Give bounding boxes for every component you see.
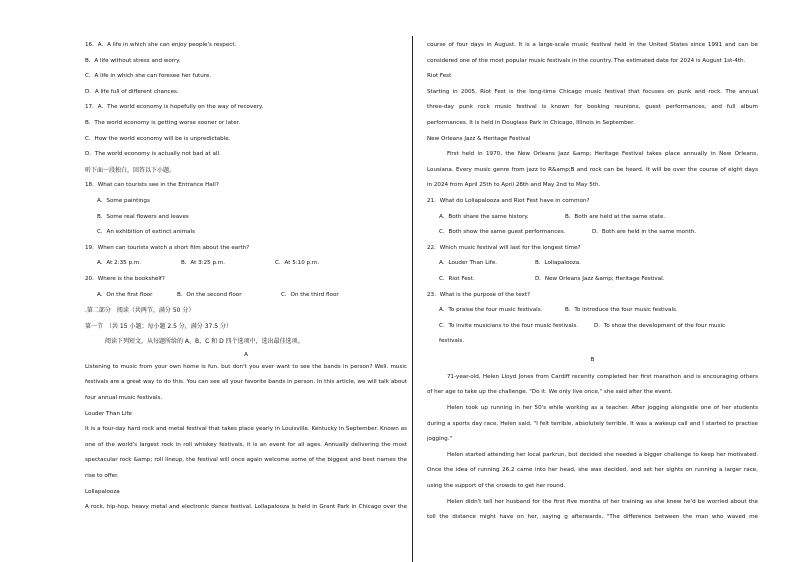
b-p4-line-1: Helen didn't tell her husband for the first five months of her training as she knew he'd be worried about the: [447, 498, 758, 505]
b-p2-line-3: jogging.": [427, 436, 453, 443]
part-two-heading: .第二部分 阅读（共两节，满分 50 分）: [85, 307, 195, 315]
q21-stem: 21．What do Lollapalooza and Riot Fest have in common?: [427, 197, 590, 204]
q22-option-b: B．Lollapalooza.: [535, 260, 581, 267]
left-column: [85, 38, 407, 516]
q19-option-c: C．At 5:10 p.m.: [275, 260, 320, 267]
b-p2-line-2: during a sports day race, Helen said, "I felt terrible, absolutely terrible. It was a wakeup call and I started to practise: [427, 420, 758, 427]
q22-option-d: D．New Orleans Jazz &amp; Heritage Festival.: [535, 275, 665, 282]
passage-b-label: B: [590, 356, 595, 363]
q20-option-b: B．On the second floor: [177, 291, 242, 298]
q17-option-c: C．How the world economy will be is unpredictable.: [85, 135, 231, 142]
jazz-festival-title: New Orleans Jazz & Heritage Festival: [427, 135, 531, 142]
reading-instruction: 阅读下列短文，从每题所给的 A、B、C 和 D 四个选项中，选出最佳选项。: [105, 338, 304, 346]
q21-option-c: C．Both show the same guest performances.: [439, 229, 566, 236]
q16-stem: 16．A．A life in which she can enjoy people's respect.: [85, 42, 237, 48]
b-p1-line-2: of her age to take up the challenge. "Do it. We only live once," she said after the event.: [427, 389, 673, 396]
lollapalooza-title: Lollapalooza: [85, 488, 120, 495]
q20-option-a: A．On the first floor: [97, 291, 153, 298]
section-one-heading: 第一节 （共 15 小题；每小题 2.5 分，满分 37.5 分）: [85, 322, 232, 330]
lolla-line-1: A rock, hip-hop, heavy metal and electronic dance festival. Lollapalooza is held in Grant Park in Chicago over the: [85, 504, 407, 511]
jazz-line-2: Lousiana. Every music genre from jazz to R&amp;B and rock can be heard. It will be over the course of eight days: [427, 166, 758, 173]
q18-option-b: B．Some real flowers and leaves: [97, 213, 189, 220]
q23-option-b: B．To introduce the four music festivals.: [565, 307, 678, 314]
q16-option-b: B．A life without stress and worry.: [85, 57, 181, 64]
q23-options-cd: [427, 319, 758, 335]
q21-option-d: D．Both are held in the same month.: [592, 229, 697, 236]
q17-option-d: D．The world economy is actually not bad at all.: [85, 151, 221, 158]
jazz-line-3: in 2024 from April 25th to April 28th and May 2nd to May 5th.: [427, 182, 601, 189]
jazz-line-1: First held in 1970, the New Orleans Jazz &amp; Heritage Festival takes place annually in New Orleans,: [447, 151, 758, 158]
q19-options: [85, 256, 407, 272]
q20-stem: 20．Where is the bookshelf?: [85, 275, 165, 282]
q23-option-c: C．To invite musicians to the four music festivals.: [439, 322, 579, 329]
ltl-line-3: spectacular rock &amp; roll lineup, the festival will once again welcome some of the biggest and best names the: [85, 457, 407, 464]
listening-instruction: 听下面一段独白，回答以下小题。: [85, 166, 176, 174]
b-p2-line-1: Helen took up running in her 50's while working as a teacher. After jogging alongside one of her students: [447, 405, 758, 412]
q18-stem: 18．What can tourists see in the Entrance Hall?: [85, 182, 219, 189]
q22-option-a: A．Louder Than Life.: [439, 260, 498, 267]
riot-line-3: performances. It is held in Douglass Park in Chicago, Illinois in September.: [427, 119, 635, 126]
q20-option-c: C．On the third floor: [281, 291, 339, 298]
q19-stem: 19．When can tourists watch a short film about the earth?: [85, 244, 250, 251]
q23-option-a: A．To praise the four music festivals.: [439, 307, 543, 314]
intro-line-3: four annual music festivals.: [85, 395, 163, 402]
ltl-line-4: rise to offer.: [85, 473, 119, 480]
q23-options-ab: [427, 303, 758, 319]
b-p3-line-1: Helen started attending her local parkrun, but decided she needed a bigger challenge to keep her motivated.: [447, 451, 758, 458]
louder-than-life-title: Louder Than Life: [85, 410, 132, 417]
q21-options-cd: [427, 225, 758, 241]
q21-options-ab: [427, 210, 758, 226]
q16-option-c: C．A life in which she can foresee her future.: [85, 73, 212, 80]
q22-options-cd: [427, 272, 758, 288]
b-p3-line-2: Once the idea of running 26.2 came into her head, she was decided, and set her sights on running a larger race,: [427, 467, 758, 474]
q23-option-d-cont: festivals.: [439, 338, 465, 345]
b-p3-line-3: using the support of the crowds to get her round.: [427, 483, 566, 490]
b-p4-line-2: toll the distance might have on her, saying g afterwards, "The difference between the man who waved me: [427, 514, 758, 521]
q17-stem: 17．A．The world economy is hopefully on the way of recovery.: [85, 104, 264, 111]
q21-option-a: A．Both share the same history.: [439, 213, 529, 220]
lolla-cont-line-2: considered one of the most popular music festivals in the country. The estimated date for 2024 is August 1st-4th.: [427, 57, 746, 64]
q17-option-b: B．The world economy is getting worse sooner or later.: [85, 119, 241, 126]
q16-option-d: D．A life full of different chances.: [85, 88, 179, 95]
column-divider: [412, 36, 413, 562]
q23-option-d: D．To show the development of the four music: [594, 322, 726, 329]
intro-line-1: Listening to music from your own home is fun. but don't you ever want to see the bands in person? Well. music: [85, 363, 407, 370]
riot-line-2: three-day punk rock music festival is known for booking reunions, guest performances, and full album: [427, 104, 758, 111]
intro-line-2: festivals are a great way to do this. You can see all your favorite bands in person. In this article, we will talk about: [85, 379, 407, 386]
q22-options-ab: [427, 256, 758, 272]
q21-option-b: B．Both are held at the same state.: [565, 213, 666, 220]
lolla-cont-line-1: course of four days in August. It is a large-scale music festival held in the United States since 1991 and can be: [427, 42, 758, 48]
passage-a-label: A: [244, 351, 248, 358]
q18-option-c: C．An exhibition of extinct animals: [97, 229, 196, 236]
right-column: [427, 38, 758, 526]
q23-stem: 23．What is the purpose of the text?: [427, 291, 531, 298]
b-p1-line-1: 71-year-old, Helen Lloyd Jones from Cardiff recently completed her first marathon and is encouraging others: [447, 373, 758, 380]
q19-option-a: A．At 2:35 p.m.: [97, 260, 142, 267]
q19-option-b: B．At 3:25 p.m.: [181, 260, 226, 267]
q22-stem: 22．Which music festival will last for the longest time?: [427, 244, 581, 251]
q22-option-c: C．Riot Fest.: [439, 275, 475, 282]
ltl-line-1: It is a four-day hard rock and metal festival that takes place yearly in Louisville. Kentucky in September. Known as: [85, 426, 407, 433]
ltl-line-2: one of the world's largest rock in roll whiskey festivals, it is an event for all ages. Annually delivering the most: [85, 441, 407, 448]
riot-line-1: Starting in 2005, Riot Fest is the long-time Chicago music festival that focuses on punk and rock. The annual: [427, 88, 758, 95]
q20-options: [85, 288, 407, 304]
q18-option-a: A．Some paintings: [97, 197, 150, 204]
riot-fest-title: Riot Fest: [427, 73, 452, 80]
